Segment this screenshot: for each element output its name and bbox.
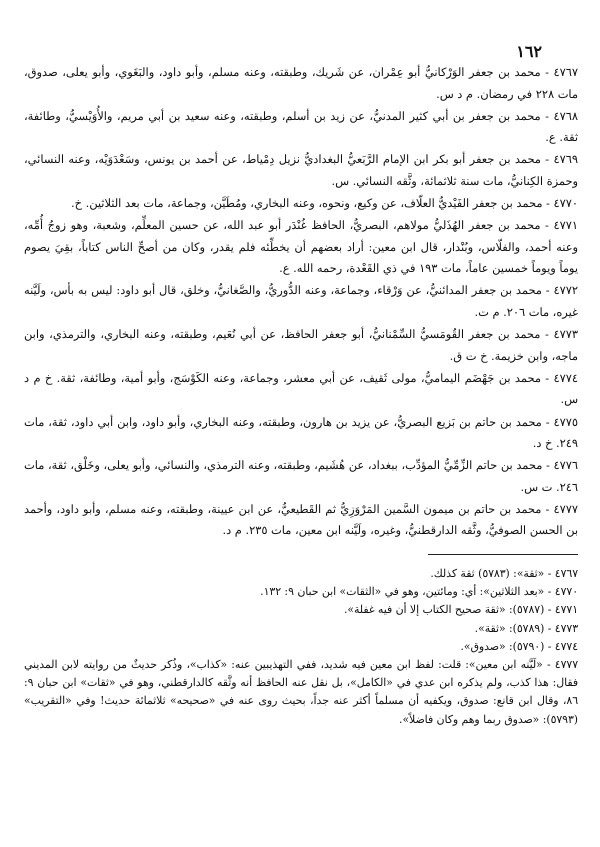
footnote-4770: ٤٧٧٠ - «بعد الثلاثين»: أي: ومائتين، وهو في «الثقات» ابن حبان ٩: ١٣٢. <box>260 585 578 599</box>
entry-4777: ٤٧٧٧ - محمد بن حاتم بن ميمون السَّمين المَرْوَزِيُّ ثم القَطيعيُّ، عن ابن عيينة، وطبقته، وعنه مسلم، وأبو داود، وأحمد بن الحسن الصوفيُّ، وثَّقه الدارقطنيُّ، وغيره، ولَيَّنه ابن معين، مات ٢٣٥. م د. <box>24 501 578 538</box>
entries-list <box>24 62 578 542</box>
entry-4775: ٤٧٧٥ - محمد بن حاتم بن بَزيع البصريُّ، عن يزيد بن هارون، وطبقته، وعنه البخاري، وأبو داود، وابن أبي داود، ثقة، مات ٢٤٩. خ د. <box>24 414 578 451</box>
entry-4768: ٤٧٦٨ - محمد بن جعفر بن أبي كثير المدنيُّ، عن زيد بن أسلم، وطبقته، وعنه سعيد بن أبي مريم، والأُوَيْسيُّ، وطائفة، ثقة. ع. <box>24 108 578 145</box>
entry-4776: ٤٧٧٦ - محمد بن حاتم الزِّمِّيُّ المؤدِّب، ببغداد، عن هُشَيم، وطبقته، وعنه الترمذي، والنسائي، وأبو يعلى، وخَلْق، ثقة، مات ٢٤٦. ت س. <box>24 458 578 494</box>
entry-4770: ٤٧٧٠ - محمد بن جعفر الفَيْديُّ العلّاف، عن وكيع، ونحوه، وعنه البخاري، ومُطَيَّن، وجماعة، مات بعد الثلاثين. خ. <box>70 196 578 211</box>
entry-4774: ٤٧٧٤ - محمد بن جَهْضَم اليماميُّ، مولى ثَقيف، عن أبي معشر، وجماعة، وعنه الكَوْسَج، وأبو أمية، وطائفة، ثقة. خ م د س. <box>24 370 578 407</box>
footnote-4767: ٤٧٦٧ - «ثقة»: (٥٧٨٣) ثقة كذلك. <box>430 567 578 581</box>
entry-4769: ٤٧٦٩ - محمد بن جعفر أبو بكر ابن الإمام الرَّبَعيُّ البغداديُّ نزيل دِمْياط، عن أحمد بن يونس، وسَعْدَوَيْه، وعنه النسائي، وحمزة الكِنانيُّ، مات سنة ثلاثمائة، وثَّقه النسائي. س. <box>24 152 578 188</box>
entry-4772: ٤٧٧٢ - محمد بن جعفر المدائنيُّ، عن وَرْقاء، وجماعة، وعنه الدُّوريُّ، والصَّغانيُّ، وخلق، قال أبو داود: ليس به بأس، ولَيَّنه غيره، مات ٢٠٦. م ت. <box>24 283 578 320</box>
footnote-4771: ٤٧٧١ - (٥٧٨٧): «ثقة صحيح الكتاب إلا أن فيه غفلة». <box>343 603 578 617</box>
entry-4773: ٤٧٧٣ - محمد بن جعفر القُومَسيُّ السِّمْنانيُّ، أبو جعفر الحافظ، عن أبي نُعَيم، وطبقته، وعنه البخاري، والترمذي، وابن ماجه، وابن خزيمة. خ ت ق. <box>24 327 578 363</box>
entry-4771: ٤٧٧١ - محمد بن جعفر الهُذَليُّ مولاهم، البصريُّ، الحافظ غُنْدَر أبو عبد الله، عن حسين المعلِّم، وشعبة، وهو زوجُ أُمِّه، وعنه أحمد، والفلّاس، وبُنْدار، قال ابن معين: أراد بعضهم أن يخطِّئه فلم يقدر، وكان من أصحِّ الناس كتاباً، بقِيَ يصوم يوماً ويوماً خمسين عاماً، مات ١٩٣ في ذي القَعْدة، رحمه الله. ع. <box>24 218 578 276</box>
footnote-4773: ٤٧٧٣ - (٥٧٨٩): «ثقة». <box>474 621 578 635</box>
page-number: ١٦٢ <box>516 42 542 61</box>
entry-4767: ٤٧٦٧ - محمد بن جعفر الوَرْكانيُّ أبو عِمْران، عن شَريك، وطبقته، وعنه مسلم، وأبو داود، والبَغَوي، وأبو يعلى، صدوق، مات ٢٢٨ في رمضان. م د س. <box>24 65 578 101</box>
footnote-divider <box>428 554 578 555</box>
footnote-4774: ٤٧٧٤ - (٥٧٩٠): «صدوق». <box>460 639 578 653</box>
footnotes-list <box>24 565 578 729</box>
footnote-4777: ٤٧٧٧ - «لَيَّنه ابن معين»: قلت: لفظ ابن معين فيه شديد، ففي التهذيبين عنه: «كذاب»، وذُكر حديثٌ من روايته لابن المديني فقال: هذا كذب، ولم يذكره ابن عدي في «الكامل»، بل نقل عنه الحافظ أنه وثَّقه كالدارقطني، وهو في «ثقات» ابن حبان ٩: ٨٦، وقال ابن قانع: صدوق، ويكفيه أن مسلماً أكثر عنه جداً، بحيث روى عنه في «صحيحه» ثلاثمائة حديث! وفي «التقريب» (٥٧٩٣): «صدوق ربما وهم وكان فاضلاً». <box>24 658 578 726</box>
